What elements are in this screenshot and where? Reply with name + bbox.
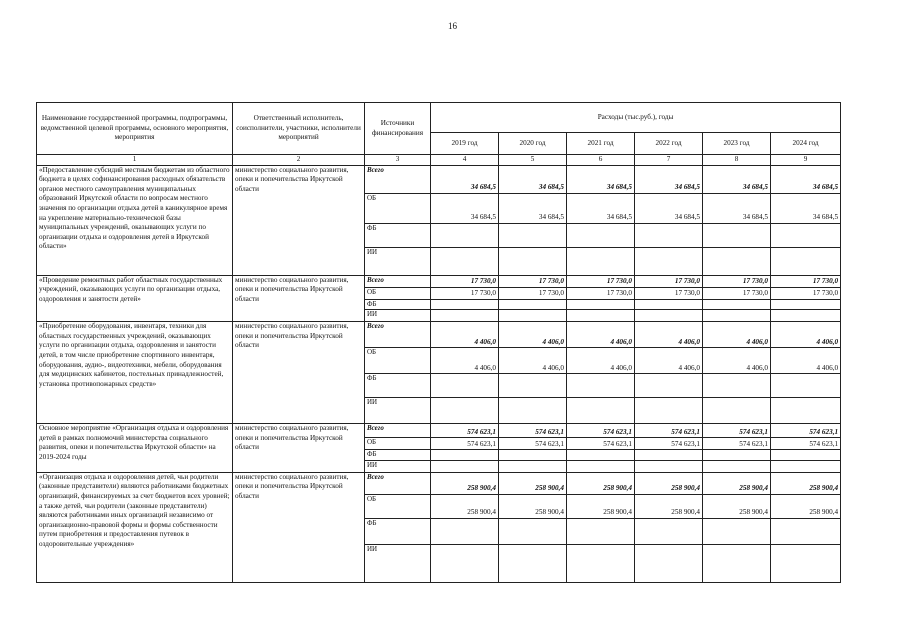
amount-cell bbox=[703, 460, 771, 472]
amount-cell: 574 623,1 bbox=[771, 424, 841, 438]
measure-executor: министерство социального развития, опеки и попечительства Иркутской области bbox=[233, 275, 365, 322]
funding-source: ИИ bbox=[365, 544, 431, 582]
column-number: 5 bbox=[499, 155, 567, 166]
amount-cell bbox=[771, 223, 841, 247]
measure-name: «Организация отдыха и оздоровления детей, чьи родители (законные представители) являются работниками бюджетных организаций, финансируемых за счет бюджетов всех уровней; а также детей, чьи родители (законные представители) являются работниками иных организаций независимо от организационно-правовой формы и формы собственности путем приобретения и предоставления путевок в оздоровительные учреждения» bbox=[37, 472, 233, 582]
amount-cell bbox=[567, 223, 635, 247]
amount-cell: 17 730,0 bbox=[771, 275, 841, 287]
amount-cell bbox=[635, 299, 703, 310]
funding-source: ОБ bbox=[365, 193, 431, 223]
amount-cell bbox=[431, 460, 499, 472]
funding-source: ОБ bbox=[365, 494, 431, 518]
funding-source: ФБ bbox=[365, 374, 431, 398]
amount-cell: 258 900,4 bbox=[635, 494, 703, 518]
amount-cell: 4 406,0 bbox=[635, 348, 703, 374]
column-number: 1 bbox=[37, 155, 233, 166]
amount-cell bbox=[703, 544, 771, 582]
amount-cell bbox=[771, 310, 841, 322]
table-row bbox=[37, 424, 841, 438]
amount-cell: 4 406,0 bbox=[567, 322, 635, 348]
amount-cell: 258 900,4 bbox=[703, 472, 771, 494]
amount-cell: 17 730,0 bbox=[703, 287, 771, 299]
column-number: 9 bbox=[771, 155, 841, 166]
measure-name: «Проведение ремонтных работ областных государственных учреждений, оказывающих услуги по организации отдыха, оздоровления и занятости детей» bbox=[37, 275, 233, 322]
amount-cell: 34 684,5 bbox=[567, 193, 635, 223]
amount-cell bbox=[431, 450, 499, 461]
amount-cell: 17 730,0 bbox=[635, 287, 703, 299]
amount-cell: 4 406,0 bbox=[431, 348, 499, 374]
funding-source: ОБ bbox=[365, 438, 431, 450]
amount-cell bbox=[567, 374, 635, 398]
funding-source: Всего bbox=[365, 472, 431, 494]
amount-cell bbox=[703, 223, 771, 247]
amount-cell bbox=[431, 299, 499, 310]
amount-cell: 34 684,5 bbox=[771, 193, 841, 223]
amount-cell bbox=[499, 310, 567, 322]
amount-cell bbox=[703, 450, 771, 461]
amount-cell bbox=[431, 310, 499, 322]
column-number: 2 bbox=[233, 155, 365, 166]
funding-source: ОБ bbox=[365, 287, 431, 299]
amount-cell bbox=[499, 460, 567, 472]
amount-cell: 4 406,0 bbox=[635, 322, 703, 348]
amount-cell: 258 900,4 bbox=[499, 472, 567, 494]
amount-cell bbox=[771, 299, 841, 310]
funding-source: ИИ bbox=[365, 460, 431, 472]
amount-cell bbox=[703, 299, 771, 310]
amount-cell bbox=[431, 544, 499, 582]
amount-cell bbox=[499, 518, 567, 544]
funding-source: Всего bbox=[365, 424, 431, 438]
year-header: 2024 год bbox=[771, 133, 841, 155]
page-number: 16 bbox=[448, 21, 457, 31]
amount-cell: 34 684,5 bbox=[635, 165, 703, 193]
amount-cell: 4 406,0 bbox=[703, 322, 771, 348]
funding-source: Всего bbox=[365, 165, 431, 193]
measure-name: «Предоставление субсидий местным бюджетам из областного бюджета в целях софинансирования расходных обязательств органов местного самоуправления муниципальных образований Иркутской области по вопросам местного значения по организации отдыха детей в каникулярное время на укрепление материально-технической базы муниципальных учреждений, оказывающих услуги по организации отдыха и оздоровления детей в Иркутской области» bbox=[37, 165, 233, 275]
table-row bbox=[37, 472, 841, 494]
amount-cell bbox=[771, 374, 841, 398]
amount-cell bbox=[771, 518, 841, 544]
amount-cell bbox=[499, 299, 567, 310]
funding-source: Всего bbox=[365, 275, 431, 287]
amount-cell bbox=[431, 374, 499, 398]
funding-source: Всего bbox=[365, 322, 431, 348]
amount-cell: 574 623,1 bbox=[703, 424, 771, 438]
table-row bbox=[37, 322, 841, 348]
table-row bbox=[37, 165, 841, 193]
amount-cell: 258 900,4 bbox=[703, 494, 771, 518]
amount-cell bbox=[499, 398, 567, 424]
amount-cell: 574 623,1 bbox=[567, 438, 635, 450]
amount-cell bbox=[499, 247, 567, 275]
funding-source: ФБ bbox=[365, 223, 431, 247]
measure-name: Основное мероприятие «Организация отдыха и оздоровления детей в рамках полномочий министерства социального развития, опеки и попечительства Иркутской области» на 2019-2024 годы bbox=[37, 424, 233, 473]
amount-cell bbox=[635, 460, 703, 472]
year-header: 2022 год bbox=[635, 133, 703, 155]
amount-cell: 17 730,0 bbox=[771, 287, 841, 299]
amount-cell: 574 623,1 bbox=[703, 438, 771, 450]
amount-cell bbox=[635, 450, 703, 461]
amount-cell: 34 684,5 bbox=[703, 165, 771, 193]
amount-cell: 574 623,1 bbox=[431, 438, 499, 450]
amount-cell bbox=[703, 518, 771, 544]
amount-cell: 17 730,0 bbox=[431, 287, 499, 299]
funding-source: ИИ bbox=[365, 310, 431, 322]
amount-cell: 34 684,5 bbox=[703, 193, 771, 223]
measure-executor: министерство социального развития, опеки и попечительства Иркутской области bbox=[233, 322, 365, 424]
amount-cell: 258 900,4 bbox=[431, 472, 499, 494]
amount-cell: 34 684,5 bbox=[499, 193, 567, 223]
amount-cell: 258 900,4 bbox=[771, 494, 841, 518]
measure-name: «Приобретение оборудования, инвентаря, техники для областных государственных учреждений, оказывающих услуги по организации отдыха, оздоровления и занятости детей, в том числе приобретение спортивного инвентаря, оборудования, аудио-, видеотехники, мебели, оборудования для медицинских кабинетов, постельных принадлежностей, установка противопожарных средств» bbox=[37, 322, 233, 424]
amount-cell: 258 900,4 bbox=[499, 494, 567, 518]
header-executor: Ответственный исполнитель, соисполнители, участники, исполнители мероприятий bbox=[233, 103, 365, 155]
year-header: 2023 год bbox=[703, 133, 771, 155]
amount-cell: 4 406,0 bbox=[567, 348, 635, 374]
amount-cell bbox=[771, 544, 841, 582]
year-header: 2020 год bbox=[499, 133, 567, 155]
header-expenses: Расходы (тыс.руб.), годы bbox=[431, 103, 841, 133]
amount-cell bbox=[567, 544, 635, 582]
amount-cell: 17 730,0 bbox=[431, 275, 499, 287]
header-name: Наименование государственной программы, подпрограммы, ведомственной целевой программы, основного мероприятия, мероприятия bbox=[37, 103, 233, 155]
amount-cell bbox=[567, 450, 635, 461]
amount-cell bbox=[703, 310, 771, 322]
amount-cell bbox=[635, 247, 703, 275]
amount-cell bbox=[635, 398, 703, 424]
amount-cell bbox=[635, 544, 703, 582]
measure-executor: министерство социального развития, опеки и попечительства Иркутской области bbox=[233, 165, 365, 275]
header-sources: Источники финансирования bbox=[365, 103, 431, 155]
year-header: 2019 год bbox=[431, 133, 499, 155]
column-number: 6 bbox=[567, 155, 635, 166]
measure-executor: министерство социального развития, опеки и попечительства Иркутской области bbox=[233, 424, 365, 473]
expenses-table bbox=[36, 102, 841, 583]
column-numbers-row bbox=[37, 155, 841, 166]
amount-cell bbox=[567, 518, 635, 544]
amount-cell: 34 684,5 bbox=[771, 165, 841, 193]
amount-cell bbox=[703, 374, 771, 398]
amount-cell bbox=[499, 223, 567, 247]
amount-cell: 258 900,4 bbox=[431, 494, 499, 518]
amount-cell: 34 684,5 bbox=[567, 165, 635, 193]
amount-cell: 4 406,0 bbox=[771, 322, 841, 348]
amount-cell bbox=[567, 460, 635, 472]
amount-cell: 17 730,0 bbox=[499, 287, 567, 299]
amount-cell: 258 900,4 bbox=[771, 472, 841, 494]
funding-source: ФБ bbox=[365, 299, 431, 310]
funding-source: ОБ bbox=[365, 348, 431, 374]
amount-cell bbox=[567, 398, 635, 424]
amount-cell: 4 406,0 bbox=[703, 348, 771, 374]
amount-cell: 34 684,5 bbox=[431, 165, 499, 193]
amount-cell bbox=[431, 223, 499, 247]
column-number: 7 bbox=[635, 155, 703, 166]
amount-cell: 34 684,5 bbox=[431, 193, 499, 223]
funding-source: ИИ bbox=[365, 398, 431, 424]
amount-cell: 574 623,1 bbox=[567, 424, 635, 438]
measure-executor: министерство социального развития, опеки и попечительства Иркутской области bbox=[233, 472, 365, 582]
amount-cell bbox=[431, 247, 499, 275]
funding-source: ИИ bbox=[365, 247, 431, 275]
amount-cell bbox=[499, 544, 567, 582]
amount-cell: 17 730,0 bbox=[635, 275, 703, 287]
amount-cell bbox=[771, 398, 841, 424]
amount-cell bbox=[771, 460, 841, 472]
column-number: 3 bbox=[365, 155, 431, 166]
column-number: 4 bbox=[431, 155, 499, 166]
amount-cell: 4 406,0 bbox=[771, 348, 841, 374]
amount-cell: 574 623,1 bbox=[771, 438, 841, 450]
amount-cell bbox=[431, 518, 499, 544]
amount-cell: 4 406,0 bbox=[499, 348, 567, 374]
amount-cell: 574 623,1 bbox=[431, 424, 499, 438]
funding-source: ФБ bbox=[365, 518, 431, 544]
amount-cell: 17 730,0 bbox=[567, 287, 635, 299]
table-row bbox=[37, 275, 841, 287]
amount-cell bbox=[499, 450, 567, 461]
amount-cell: 17 730,0 bbox=[703, 275, 771, 287]
amount-cell: 258 900,4 bbox=[567, 472, 635, 494]
year-header: 2021 год bbox=[567, 133, 635, 155]
amount-cell bbox=[635, 518, 703, 544]
amount-cell: 4 406,0 bbox=[431, 322, 499, 348]
amount-cell bbox=[771, 247, 841, 275]
amount-cell: 4 406,0 bbox=[499, 322, 567, 348]
amount-cell: 574 623,1 bbox=[635, 438, 703, 450]
column-number: 8 bbox=[703, 155, 771, 166]
amount-cell bbox=[499, 374, 567, 398]
amount-cell: 34 684,5 bbox=[499, 165, 567, 193]
amount-cell bbox=[771, 450, 841, 461]
amount-cell bbox=[567, 247, 635, 275]
amount-cell bbox=[567, 310, 635, 322]
amount-cell bbox=[703, 247, 771, 275]
amount-cell: 258 900,4 bbox=[567, 494, 635, 518]
amount-cell bbox=[635, 310, 703, 322]
amount-cell bbox=[635, 374, 703, 398]
amount-cell: 34 684,5 bbox=[635, 193, 703, 223]
amount-cell: 574 623,1 bbox=[499, 424, 567, 438]
funding-source: ФБ bbox=[365, 450, 431, 461]
amount-cell: 17 730,0 bbox=[567, 275, 635, 287]
amount-cell bbox=[567, 299, 635, 310]
amount-cell: 574 623,1 bbox=[635, 424, 703, 438]
amount-cell bbox=[703, 398, 771, 424]
amount-cell bbox=[431, 398, 499, 424]
amount-cell: 258 900,4 bbox=[635, 472, 703, 494]
amount-cell: 17 730,0 bbox=[499, 275, 567, 287]
amount-cell: 574 623,1 bbox=[499, 438, 567, 450]
amount-cell bbox=[635, 223, 703, 247]
